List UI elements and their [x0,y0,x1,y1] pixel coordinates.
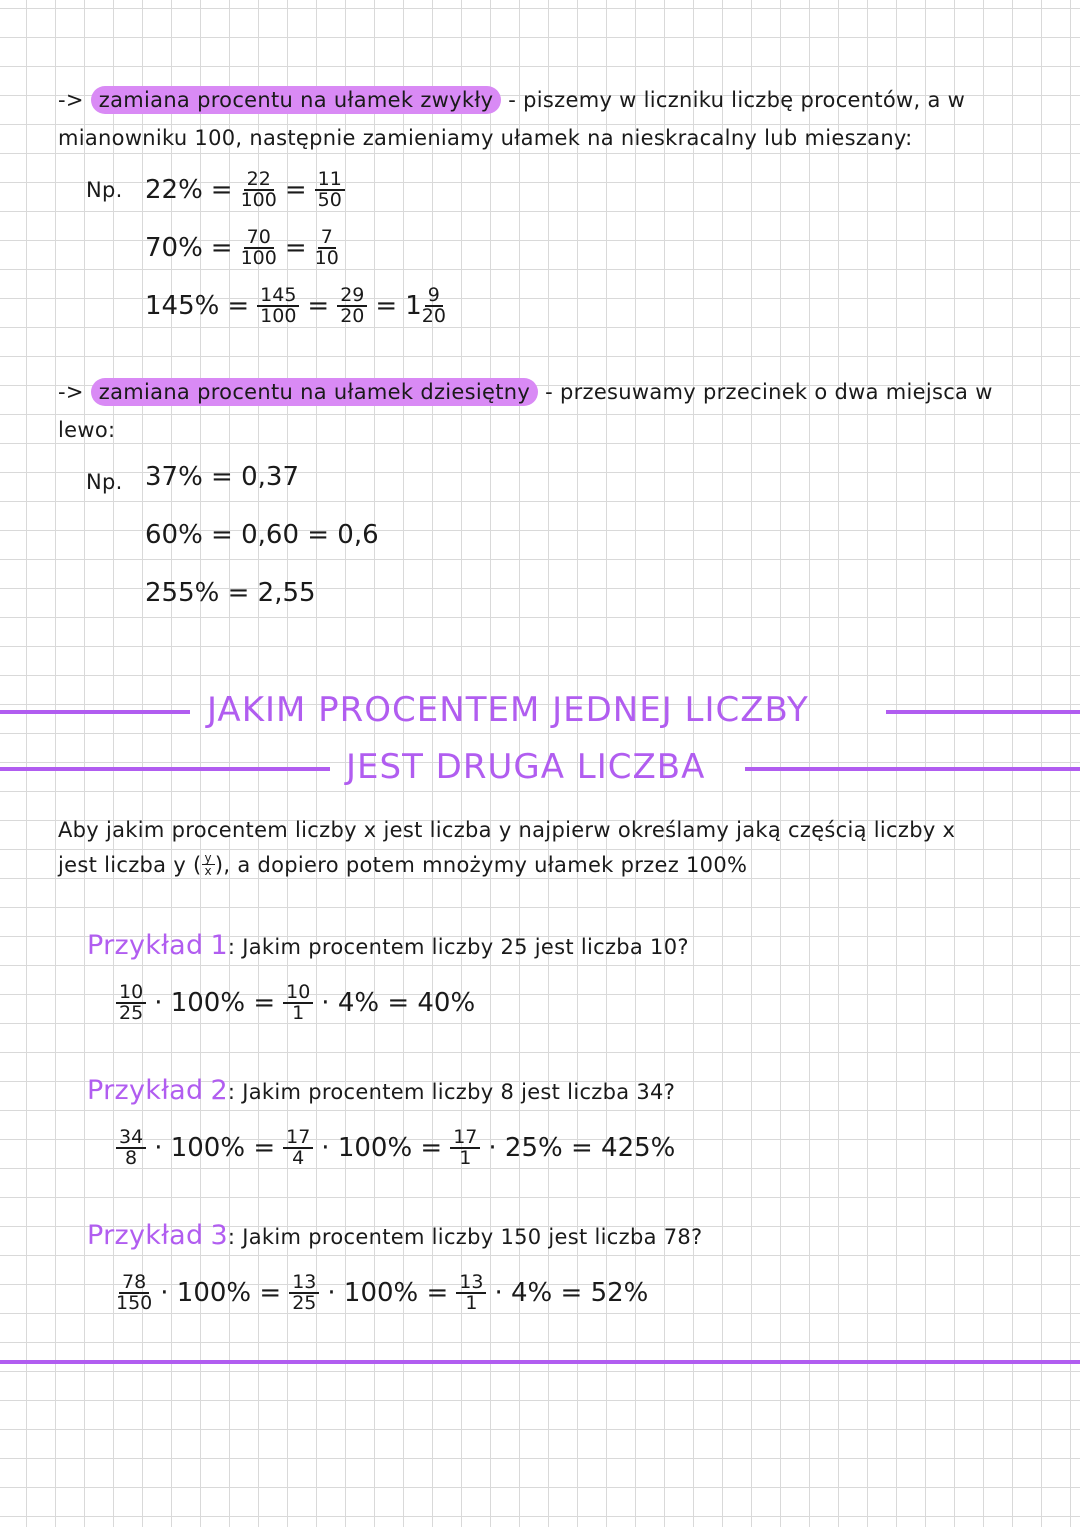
divider [745,767,1080,771]
arrow: -> [58,88,84,112]
np-label: Np. [86,470,123,494]
highlight: zamiana procentu na ułamek dziesiętny [91,378,538,406]
section-heading-line2: JEST DRUGA LICZBA [346,747,706,787]
rule-text: - piszemy w liczniku liczbę procentów, a w [501,88,966,112]
intro-line1: Aby jakim procentem liczby x jest liczba y najpierw określamy jaką częścią liczby x [58,818,956,842]
rule-2-line2: lewo: [58,418,116,442]
example-1-title: Przykład 1: Jakim procentem liczby 25 jest liczba 10? [87,930,689,961]
example-2-title: Przykład 2: Jakim procentem liczby 8 jest liczba 34? [87,1075,676,1106]
decimal-example: 37% = 0,37 [145,462,299,492]
example-22: 22% = 22 100 = 11 50 [145,170,345,210]
np-label: Np. [86,178,123,202]
divider [0,710,190,714]
highlight: zamiana procentu na ułamek zwykły [91,86,502,114]
example-3-calc: 78 150 · 100% = $\frac{13}{25}$ · 100% = $\frac{13}{1}$ · 4% = 52% [116,1271,649,1314]
section-heading-line1: JAKIM PROCENTEM JEDNEJ LICZBY [207,690,809,730]
decimal-example: 255% = 2,55 [145,578,316,608]
example-2-calc: 34 8 · 100% = $\frac{17}{4}$ · 100% = $\frac{17}{1}$ · 25% = 425% [116,1128,675,1168]
example-145: 145% = 145 100 = 29 20 = 1 9 20 [145,284,446,327]
divider [0,767,330,771]
divider [886,710,1080,714]
example-70: 70% = 70 100 = 7 10 [145,226,339,269]
bottom-divider [0,1360,1080,1364]
intro-line2: jest liczba y ( y x ), a dopiero potem mnożymy ułamek przez 100% [58,851,748,878]
rule-1 [58,88,965,112]
example-1-calc: 10 25 · 100% = $\frac{10}{1}$ · 4% = 40% [116,983,475,1023]
rule-2: -> zamiana procentu na ułamek dziesiętny - przesuwamy przecinek o dwa miejsca w [58,380,993,404]
rule-1-line2: mianowniku 100, następnie zamieniamy ułamek na nieskracalny lub mieszany: [58,126,913,150]
example-3-title: Przykład 3: Jakim procentem liczby 150 jest liczba 78? [87,1220,703,1251]
decimal-example: 60% = 0,60 = 0,6 [145,520,379,550]
